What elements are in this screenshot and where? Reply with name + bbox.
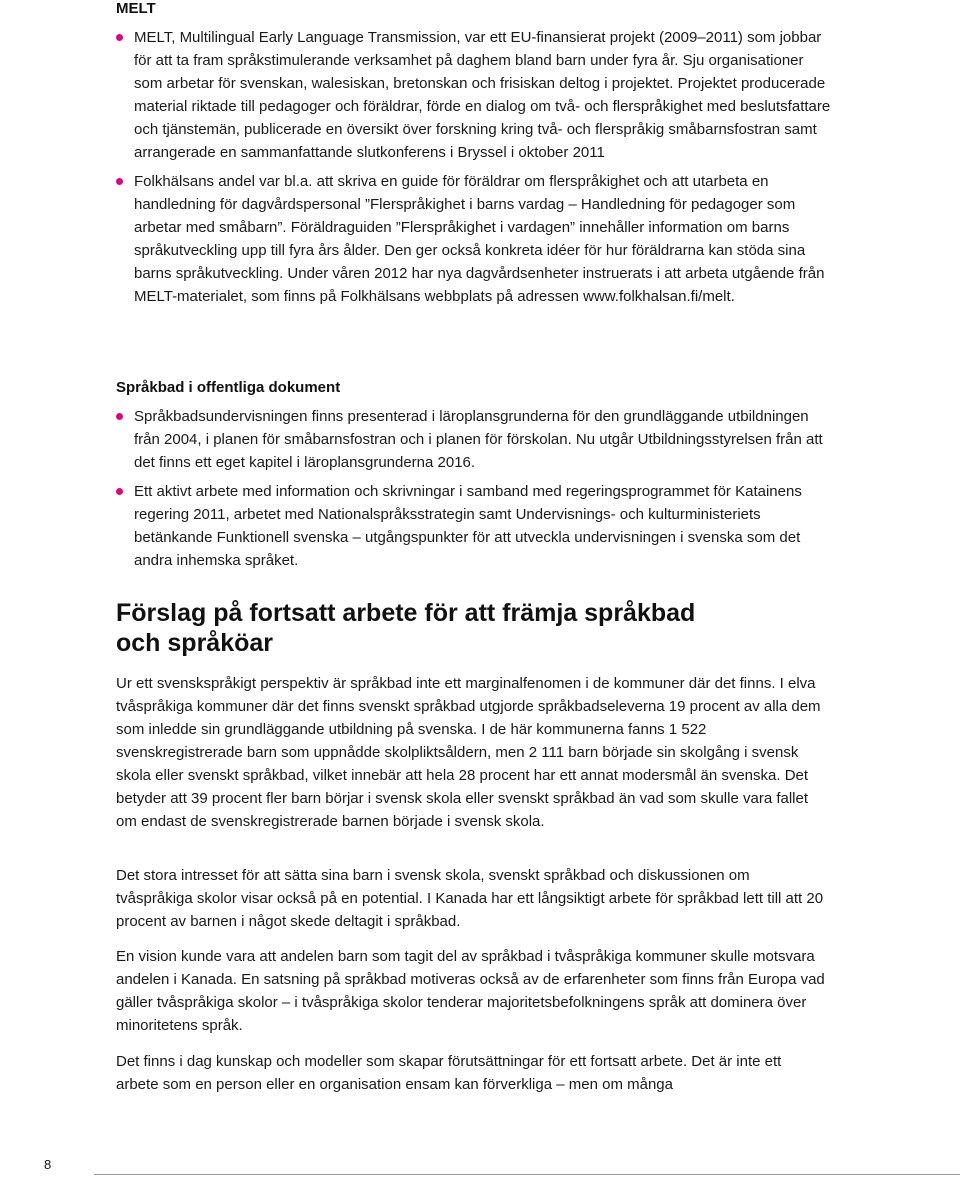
bullet-icon bbox=[116, 413, 123, 420]
melt-bullet-list bbox=[116, 26, 836, 308]
page-number: 8 bbox=[44, 1157, 52, 1172]
list-item bbox=[116, 26, 836, 164]
list-item-text: Ett aktivt arbete med information och skrivningar i samband med regeringsprogrammet för Katainens regering 2011, arbetet med Nationalspråksstrategin samt Undervisnings- och kulturministeriets betänkande Funktionell svenska – utgångspunkter för att utveckla undervisningen i svenska som det andra inhemska språket. bbox=[134, 483, 802, 569]
body-paragraph: En vision kunde vara att andelen barn som tagit del av språkbad i tvåspråkiga kommuner skulle motsvara andelen i Kanada. En satsning på språkbad motiveras också av de erfarenheter som finns från Europa vad gäller tvåspråkiga skolor – i tvåspråkiga skolor tenderar majoritetsbefolkningens språk att dominera över minoritetens språk. bbox=[116, 948, 825, 1034]
body-paragraph: Ur ett svenskspråkigt perspektiv är språkbad inte ett marginalfenomen i de kommuner där det finns. I elva tvåspråkiga kommuner där det finns svenskt språkbad utgjorde språkbadseleverna 19 procent av alla dem som inledde sin grundläggande utbildning på svenska. I de här kommunerna fanns 1 522 svenskregistrerade barn som uppnådde skolpliktsåldern, men 2 111 barn började sin skolgång i svensk skola eller svenskt språkbad, vilket innebär att hela 28 procent har ett annat modersmål än svenska. Det betyder att 39 procent fler barn börjar i svensk skola eller svenskt språkbad än vad som skulle vara fallet om endast de svenskregistrerade barnen började i svensk skola. bbox=[116, 675, 821, 830]
list-item bbox=[116, 480, 836, 572]
list-item-text: Folkhälsans andel var bl.a. att skriva en guide för föräldrar om flerspråkighet och att utarbeta en handledning för dagvårdspersonal ”Flerspråkighet i barns vardag – Handledning för pedagoger som arbetar med småbarn”. Föräldraguiden ”Flerspråkighet i vardagen” innehåller information om barns språkutveckling upp till fyra års ålder. Den ger också konkreta idéer för hur föräldrarna kan stöda sina barns språkutveckling. Under våren 2012 har nya dagvårdsenheter instruerats i att arbeta utgående från MELT-materialet, som finns på Folkhälsans webbplats på adressen www.folkhalsan.fi/melt. bbox=[134, 173, 825, 305]
list-item bbox=[116, 405, 836, 474]
section-heading-sprakbad: Språkbad i offentliga dokument bbox=[116, 379, 341, 396]
list-item bbox=[116, 170, 836, 308]
body-paragraph: Det finns i dag kunskap och modeller som skapar förutsättningar för ett fortsatt arbete. Det är inte ett arbete som en person eller en organisation ensam kan förverkliga – men om många bbox=[116, 1053, 782, 1093]
list-item-text: Språkbadsundervisningen finns presenterad i läroplansgrunderna för den grundläggande utbildningen från 2004, i planen för småbarnsfostran och i planen för förskolan. Nu utgår Utbildningsstyrelsen från att det finns ett eget kapitel i läroplansgrunderna 2016. bbox=[134, 408, 823, 471]
body-paragraph: Det stora intresset för att sätta sina barn i svensk skola, svenskt språkbad och diskussionen om tvåspråkiga skolor visar också på en potential. I Kanada har ett långsiktigt arbete för språkbad lett till att 20 procent av barnen i något skede deltagit i språkbad. bbox=[116, 867, 824, 930]
section-title-forslag: Förslag på fortsatt arbete för att främja språkbad och språköar bbox=[116, 599, 696, 657]
bullet-icon bbox=[116, 178, 123, 185]
sprakbad-bullet-list bbox=[116, 405, 836, 572]
bullet-icon bbox=[116, 34, 123, 41]
footer-rule bbox=[94, 1174, 960, 1175]
list-item-text: MELT, Multilingual Early Language Transmission, var ett EU-finansierat projekt (2009–2011) som jobbar för att ta fram språkstimulerande verksamhet på daghem bland barn under fyra år. Sju organisationer som arbetar för svenskan, walesiskan, bretonskan och frisiskan deltog i projektet. Projektet producerade material riktade till pedagoger och föräldrar, förde en dialog om två- och flerspråkighet med beslutsfattare och tjänstemän, publicerade en översikt över forskning kring två- och flerspråkig småbarnsfostran samt arrangerade en sammanfattande slutkonferens i Bryssel i oktober 2011 bbox=[134, 29, 831, 161]
bullet-icon bbox=[116, 488, 123, 495]
section-heading-melt: MELT bbox=[116, 0, 156, 17]
